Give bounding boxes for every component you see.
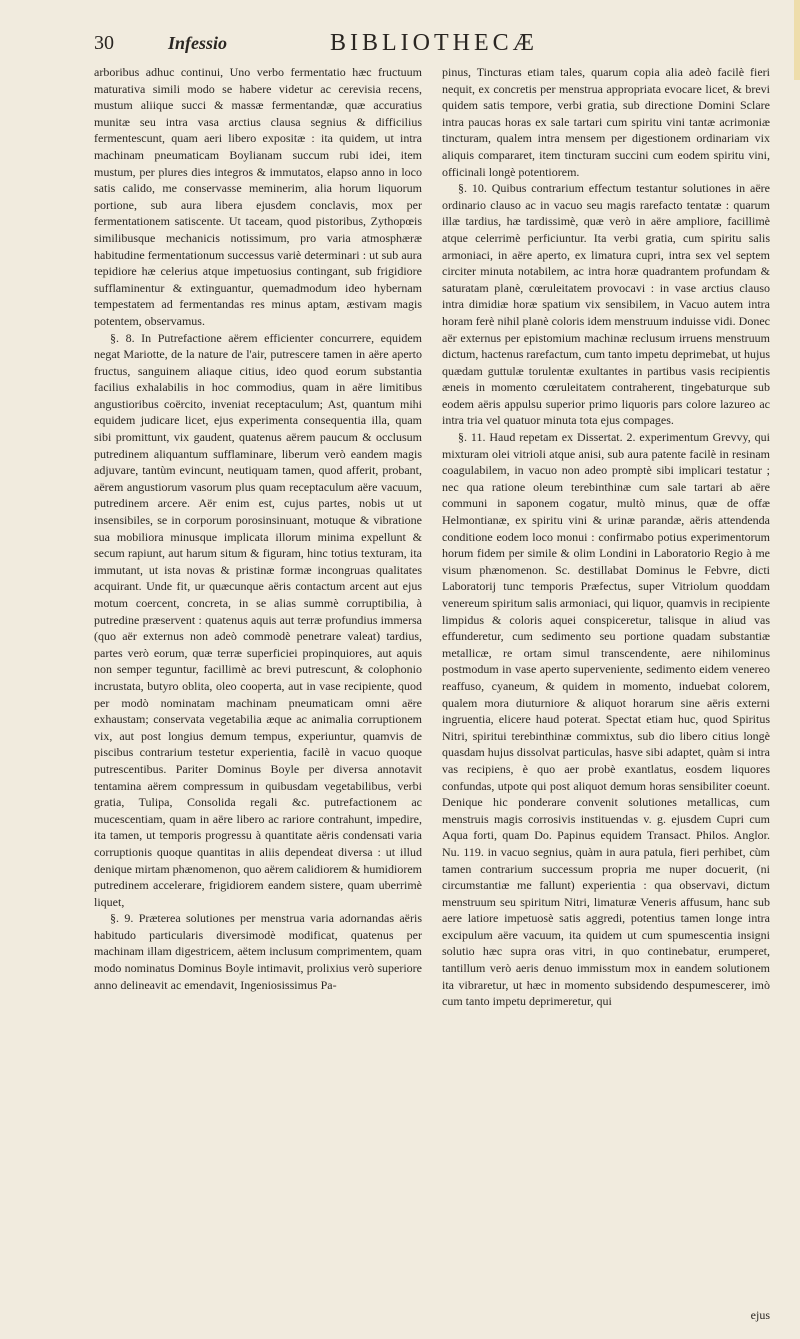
paragraph: pinus, Tincturas etiam tales, quarum copia alia adeò facilè fieri nequit, ex concretis per menstrua appropriata evocare licet, & brevi quidem satis tempore, verbi gratia, sub directione Domini Sclare intra paucas horas ex sale tartari cum spiritu vini tantæ acrimoniæ tincturam, qualem intra mensem per digestionem ordinariam vix aliquis compararet, item tincturam succini cum eodem spiritu vini, officinali longè potentiorem. [442, 65, 770, 179]
running-title: BIBLIOTHECÆ [330, 30, 538, 56]
catchword: ejus [750, 1308, 770, 1322]
text-columns [94, 64, 770, 1319]
page-edge-tab [794, 0, 800, 80]
right-column [442, 64, 770, 1319]
page-number: 30 [94, 32, 114, 54]
paragraph: §. 8. In Putrefactione aërem efficienter concurrere, equidem negat Mariotte, de la nature de l'air, putrescere tamen in aëre aperto fructus, sanguinem aliaque citius, ideo quod eorum substantia facilius exhalabilis in hoc commodius, quam in aëre limitibus angustioribus coërcito, inveniat receptaculum; Ast, quantum mihi equidem judicare licet, ejus experimenta consequentia illa, quam sibi promittunt, vix gaudent, quatenus aërem paucum & occlusum putredinem aliquantum sufflaminare, liberum verò eandem magis adjuvare, tantùm evincunt, neutiquam tamen, quod afferit, probant, aërem angustiorum vasorum plus quam receptaculum aëre vacuum, putredinem arcere. Aër enim est, cujus partes, nobis ut ut insensibiles, se in corporum porosinsinuant, motuque & vibratione sua mobiliora minusque implicata illorum minima expellunt & secum rapiunt, aut harum situm & figuram, hinc totius texturam, ita immutant, ut ista novas & pristinæ formæ incongruas qualitates acquirant. Unde fit, ur quæcunque aëris contactum arcent aut ejus motum coercent, concreta, in se alias summè corruptibilia, à putredine præservent : quatenus aquis aut terræ profundius immersa (quo aër externus non adeò commodè penetrare valeat) tardius, partes verò eorum, quæ terræ superficiei propinquiores, aut aquis non semper teguntur, facillimè ac brevi putrescunt, & colophonio incrustata, butyro oblita, oleo cooperta, aut in vase recipiente, quod per modò nominatam machinam pneumaticam omni aëre exhaustam; conservata vegetabilia æque ac animalia corruptionem vix, aut post longius demum tempus, experiuntur, quamvis de piscibus contrarium testetur experientia, facilè in vacuo quoque putrescentibus. Pariter Dominus Boyle per diversa annotavit tentamina aërem compressum in quibusdam vegetabilibus, verbi gratia, Tulipa, Consolida regali &c. putrefactionem ac mucescentiam, quam in aëre libero ac rariore contrahunt, impedire, ita tamen, ut temporis progressu à quantitate aëris condensati varia corruptionis quoque quantitas in aliis dependeat diversa : ut illud denique mirtam phænomenon, quo aërem calidiorem & humidiorem putredinem accelerare, frigidiorem eandem sistere, quam uberrimè liquet, [94, 330, 422, 909]
left-column [94, 64, 422, 1319]
page-header [94, 32, 770, 62]
paragraph: §. 11. Haud repetam ex Dissertat. 2. experimentum Grevvy, qui mixturam olei vitrioli atque anisi, sub aura patente facilè in resinam coagulabilem, in vacuo non adeo promptè sibi implicari testatur ; nec qua ratione oleum terebinthinæ cum sale tartari ab aëre communi in saponem cogatur, multò minus, quæ de offæ Helmontianæ, ex spiritu vini & urinæ parandæ, aëris attendenda conditione eodem loco monui : confirmabo potius experimentorum horum fidem per simile & olim Londini in Laboratorio Regio à me visum phænomenon. Sc. destillabat Dominus le Febvre, dicti Laboratorij tunc temporis Præfectus, super Vitriolum quoddam venereum spiritum salis armoniaci, qui liquor, quamvis in recipiente limpidus & coloris aquei conspiceretur, talisque in aliud vas effunderetur, cum sedimento seu portione quadam substantiæ metallicæ, re ortam simul transcendente, aere nihilominus postmodum in vase aperto superveniente, sedimento eidem venereo reaffuso, cyaneum, & quidem in momento, induebat colorem, qualem mora diuturniore & aliquot horarum sine aëris externi ingruentia, elicere haud poterat. Spectat etiam huc, quod Spiritus Nitri, spiritui terebinthinæ commixtus, sub dio libero citius longè quasdam hujus dissolvat particulas, hasve sibi adaptet, quàm si intra vas recipiens, è quo aer probè exantlatus, eosdem liquores confundas, utpote qui post aliquot demum horas sensibiliter coeunt. Denique hic ponderare convenit solutiones metallicas, cum menstruis magis corrosivis instituendas v. g. ejusdem Cupri cum Aqua forti, quam Do. Papinus equidem Transact. Philos. Anglor. Nu. 119. in vacuo segnius, quàm in aura patula, fieri perhibet, cùm tamen contrarium successum propria me nuper docuerit, (ni circumstantiæ me fallunt) experientia : qua observavi, dictum menstruum seu spiritum Nitri, limaturæ Veneris affusum, hanc sub aere latiore impetuosè satis aggredi, potentius tamen longe intra excipulum aëre vacuum, ita quidem ut cum spumescentia insigni solutio hæc supra oras vitri, in quo continebatur, erumperet, tantillum verò aeris denuo immisstum mox in eandem solutionem ita vibraretur, ut hæc in momento subsidendo despumescerer, imò cum tanto impetu deprimeretur, qui [442, 430, 770, 1009]
running-head-left: Infessio [168, 33, 228, 53]
paragraph: §. 9. Præterea solutiones per menstrua varia adornandas aëris habitudo particularis diversimodè modificat, quatenus per machinam illam digestricem, aëtem inclusum comprimentem, quam modo nominatus Dominus Boyle intimavit, prolixius verò superiore anno delineavit ac emendavit, Ingeniosissimus Pa- [94, 911, 422, 992]
paragraph: arboribus adhuc continui, Uno verbo fermentatio hæc fructuum maturativa simili modo se habere videtur ac cerevisia recens, mustum aliique succi & massæ fermentandæ, quæ accuratius munitæ seu intra vasa arctius clausa segnius & difficilius fermentescunt, quam aeri libero expositæ : ita quidem, ut intra machinam pneumaticam Boylianam succum rubi idei, item mustum, per plures dies integros & immutatos, elapso anno in loco satis calido, me conservasse meminerim, alia horum liquorum portione, sub aura libera ejusdem conclavis, mox per fermentationem satiscente. Ut taceam, quod pistoribus, Zythopœis similibusque mechanicis notissimum, pro varia atmosphæræ habitudine fermentationum successus variè determinari : ut sub aura tepidiore hæ celerius atque impetuosius contingant, sub frigidiore sufflaminentur & extinguantur, quemadmodum ideo hybernam tempestatem ad fermentandas res minus aptam, æstivam magis potentem, observamus. [94, 65, 422, 328]
paragraph: §. 10. Quibus contrarium effectum testantur solutiones in aëre ordinario clauso ac in vacuo seu magis rarefacto tentatæ : quarum illæ tardius, hæ tardissimè, quæ verò in aëre ampliore, facillimè atque celerrimè perficiuntur. Ita verbi gratia, cum spiritu salis armoniaci, in aëre aperto, ex limatura cupri, intra sex vel septem circiter minuta notabilem, ac intra horæ quadrantem profundam & saturatam planè, cœruleitatem provocavi : in vase arctius clauso intra dimidiæ horæ spatium vix sensibilem, in Vacuo autem intra horam ferè nihil planè coloris idem menstruum induisse vidi. Donec aër externus per epistomium machinæ reclusum irruens menstruum dictum, hactenus rarefactum, cum tanto impetu deprimebat, ut hujus quædam guttulæ torulentæ exultantes in partibus vasis recipientis æneis in momento cœruleitatem contraherent, tingebaturque sub eodem aëris appulsu superior primo liquoris pars colore lazureo ac intra tria vel quatuor minuta tota ejus compages. [442, 181, 770, 428]
